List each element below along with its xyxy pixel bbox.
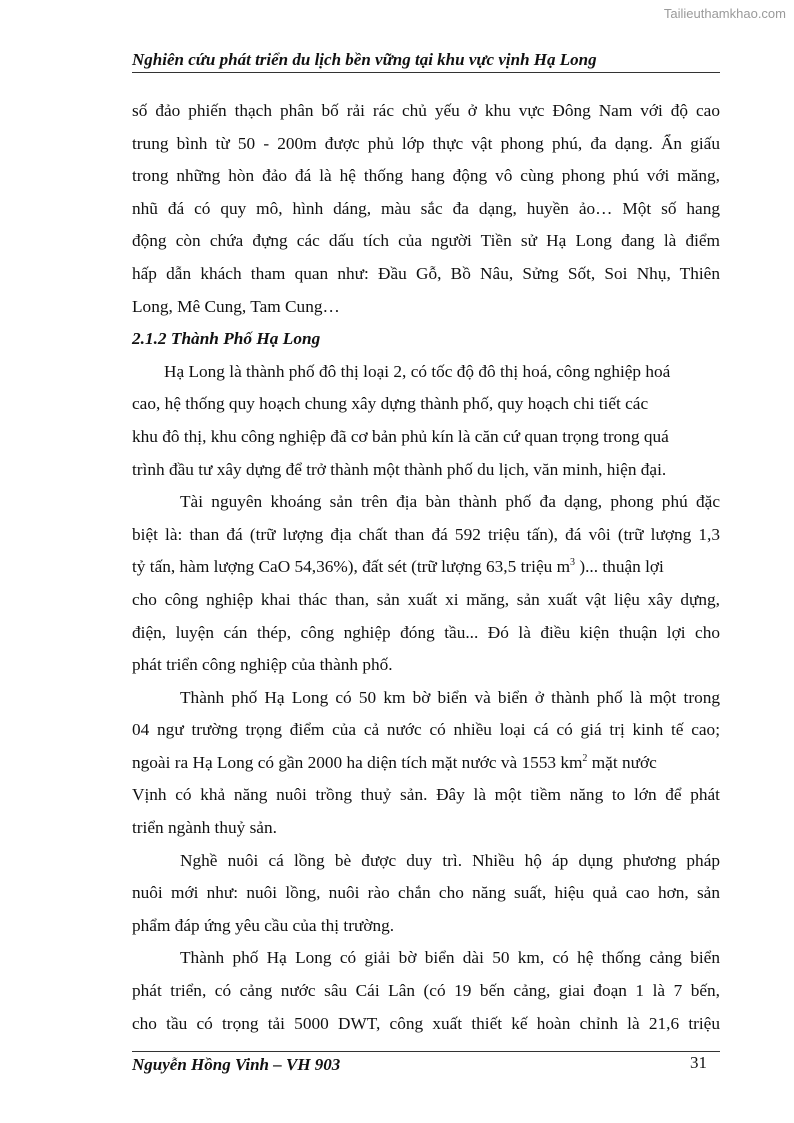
text-line: trong những hòn đảo đá là hệ thống hang động vô cùng phong phú với măng, xyxy=(132,166,720,186)
page-number: 31 xyxy=(690,1053,707,1072)
header-divider xyxy=(132,72,720,73)
section-heading: 2.1.2 Thành Phố Hạ Long xyxy=(132,329,321,349)
text-line: số đảo phiến thạch phân bố rải rác chủ yếu ở khu vực Đông Nam với độ cao xyxy=(132,101,720,120)
superscript: 2 xyxy=(582,753,588,765)
text-line: Long, Mê Cung, Tam Cung… xyxy=(132,296,340,316)
text-line: cho công nghiệp khai thác than, sản xuất xi măng, sản xuất vật liệu xây dựng, xyxy=(132,589,720,609)
text-line: triển ngành thuỷ sản. xyxy=(132,818,277,838)
paragraph-6 xyxy=(132,942,720,1040)
watermark: Tailieuthamkhao.com xyxy=(663,6,786,21)
text-line: phát triển, có cảng nước sâu Cái Lân (có 19 bến cảng, giai đoạn 1 là 7 bến, xyxy=(132,981,720,1001)
paragraph-3 xyxy=(132,486,720,682)
text-line: tỷ tấn, hàm lượng CaO 54,36%), đất sét (trữ lượng 63,5 triệu $m^3$ )... thuận lợi xyxy=(132,557,664,577)
text-line: điện, luyện cán thép, công nghiệp đóng tầu... Đó là điều kiện thuận lợi cho xyxy=(132,622,720,642)
text-line: khu đô thị, khu công nghiệp đã cơ bản phủ kín là căn cứ quan trọng trong quá xyxy=(132,426,669,446)
text-line: cao, hệ thống quy hoạch chung xây dựng thành phố, quy hoạch chi tiết các xyxy=(132,394,649,414)
text-line: động còn chứa đựng các dấu tích của người Tiền sử Hạ Long đang là điểm xyxy=(132,231,720,251)
text-line: phẩm đáp ứng yêu cầu của thị trường. xyxy=(132,915,395,935)
text-line: Thành phố Hạ Long có giải bờ biển dài 50 km, có hệ thống cảng biển xyxy=(180,948,720,968)
text-line: trung bình từ 50 - 200m được phủ lớp thực vật phong phú, đa dạng. Ẩn giấu xyxy=(132,133,720,153)
text-line: cho tầu có trọng tải 5000 DWT, công xuất thiết kế hoàn chỉnh là 21,6 triệu xyxy=(132,1013,720,1033)
paragraph-2 xyxy=(132,356,720,486)
footer-author: Nguyễn Hồng Vinh – VH 903 xyxy=(132,1055,341,1074)
text-line: hấp dẫn khách tham quan như: Đầu Gỗ, Bồ Nâu, Sửng Sốt, Soi Nhụ, Thiên xyxy=(132,263,720,283)
text-line: Thành phố Hạ Long có 50 km bờ biển và biển ở thành phố là một trong xyxy=(180,687,720,707)
text-line: biệt là: than đá (trữ lượng địa chất than đá 592 triệu tấn), đá vôi (trữ lượng 1,3 xyxy=(132,524,720,544)
text-line: Tài nguyên khoáng sản trên địa bàn thành phố đa dạng, phong phú đặc xyxy=(180,492,720,512)
text-line: trình đầu tư xây dựng để trở thành một thành phố du lịch, văn minh, hiện đại. xyxy=(132,459,667,479)
text-line: phát triển công nghiệp của thành phố. xyxy=(132,655,393,675)
paragraph-5 xyxy=(132,845,720,943)
footer-divider xyxy=(132,1051,720,1052)
running-header: Nghiên cứu phát triển du lịch bền vững tại khu vực vịnh Hạ Long xyxy=(132,50,597,69)
text-line: Vịnh có khả năng nuôi trồng thuỷ sản. Đây là một tiềm năng to lớn để phát xyxy=(132,785,720,805)
text-line: 04 ngư trường trọng điểm của cả nước có nhiều loại cá có giá trị kinh tế cao; xyxy=(132,720,720,740)
paragraph-1 xyxy=(132,95,720,323)
text-line: ngoài ra Hạ Long có gần 2000 ha diện tích mặt nước và 1553 $km^2$ mặt nước xyxy=(132,752,657,772)
text-line: nhũ đá có quy mô, hình dáng, màu sắc đa dạng, huyền ảo… Một số hang xyxy=(132,198,720,218)
paragraph-4 xyxy=(132,682,720,845)
text-line: Nghề nuôi cá lồng bè được duy trì. Nhiều hộ áp dụng phương pháp xyxy=(180,850,720,870)
text-line: Hạ Long là thành phố đô thị loại 2, có tốc độ đô thị hoá, công nghiệp hoá xyxy=(164,361,671,381)
superscript: 3 xyxy=(570,557,576,569)
page-body xyxy=(132,95,720,1040)
text-line: nuôi mới như: nuôi lồng, nuôi rào chắn cho năng suất, hiệu quả cao hơn, sản xyxy=(132,883,720,903)
